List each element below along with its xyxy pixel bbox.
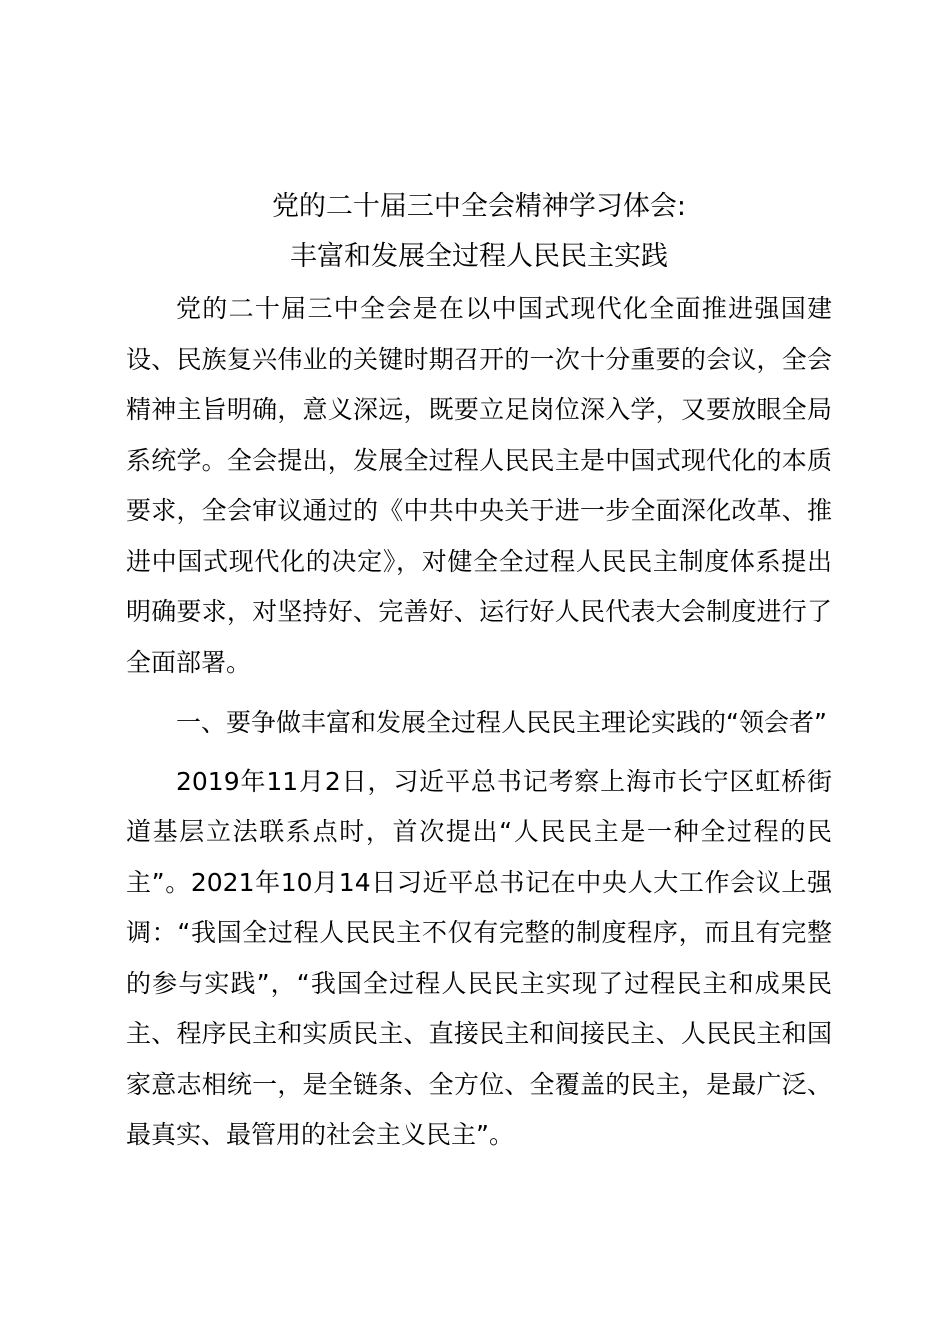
body-paragraph-2: 2019年11月2日，习近平总书记考察上海市长宁区虹桥街道基层立法联系点时，首次提出“人民民主是一种全过程的民主”。2021年10月14日习近平总书记在中央人大工作会议上强调：“我国全过程人民民主不仅有完整的制度程序，而且有完整的参与实践”，“我国全过程人民民主实现了过程民主和成果民主、程序民主和实质民主、直接民主和间接民主、人民民主和国家意志相统一，是全链条、全方位、全覆盖的民主，是最广泛、最真实、最管用的社会主义民主”。: [126, 766, 832, 1149]
title-line-2: 丰富和发展全过程人民民主实践: [290, 241, 668, 272]
intro-paragraph: 党的二十届三中全会是在以中国式现代化全面推进强国建设、民族复兴伟业的关键时期召开的一次十分重要的会议，全会精神主旨明确，意义深远，既要立足岗位深入学，又要放眼全局系统学。全会提出，发展全过程人民民主是中国式现代化的本质要求，全会审议通过的《中共中央关于进一步全面深化改革、推进中国式现代化的决定》，对健全全过程人民民主制度体系提出明确要求，对坚持好、完善好、运行好人民代表大会制度进行了全面部署。: [126, 294, 832, 677]
section-heading-1: 一、要争做丰富和发展全过程人民民主理论实践的“领会者”: [176, 708, 827, 737]
document-page: [126, 182, 832, 1161]
title-line-1: 党的二十届三中全会精神学习体会:: [271, 191, 687, 222]
